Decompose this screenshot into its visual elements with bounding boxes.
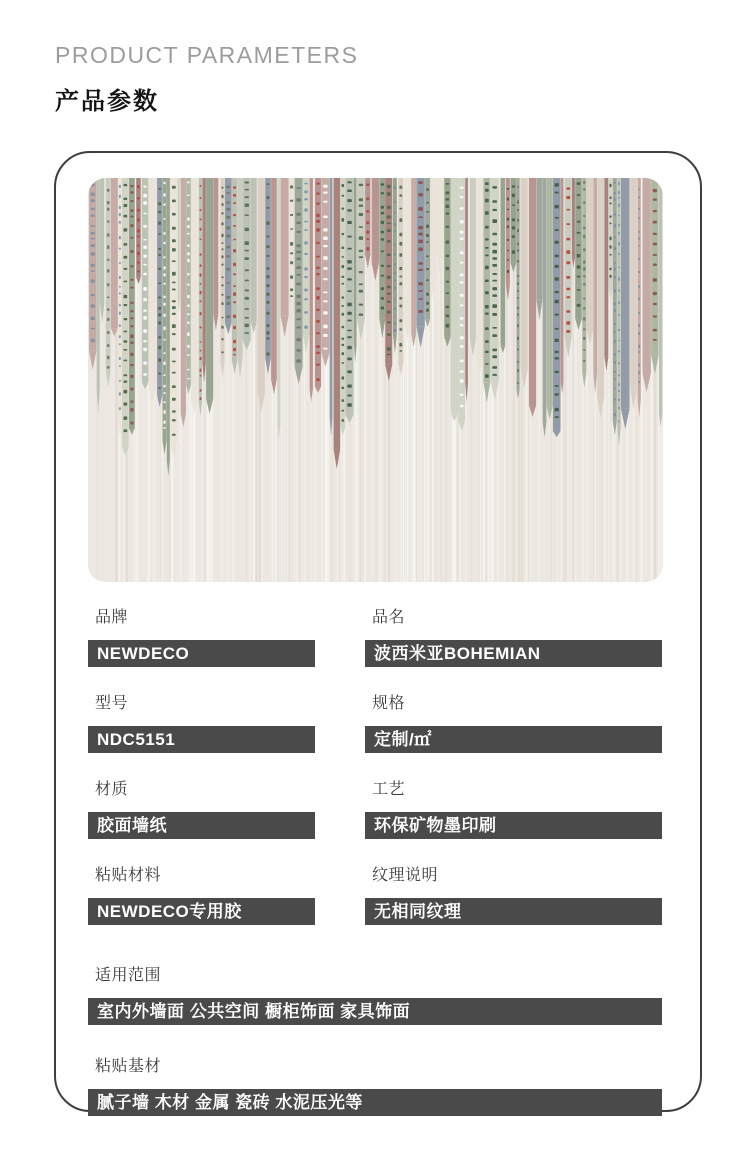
field-craft — [365, 776, 662, 839]
field-scope-label: 适用范围 — [95, 967, 162, 984]
field-substrate-value: 腻子墙 木材 金属 瓷砖 水泥压光等 — [88, 1089, 662, 1116]
parameters-card — [54, 151, 702, 1112]
field-brand-value: NEWDECO — [88, 640, 315, 667]
field-model — [88, 690, 315, 753]
field-model-label: 型号 — [95, 695, 129, 712]
field-craft-value: 环保矿物墨印刷 — [365, 812, 662, 839]
field-texture-value: 无相同纹理 — [365, 898, 662, 925]
field-product-name-label: 品名 — [372, 609, 406, 626]
field-brand — [88, 604, 315, 667]
field-adhesive — [88, 862, 315, 925]
field-model-value: NDC5151 — [88, 726, 315, 753]
field-scope-value: 室内外墙面 公共空间 橱柜饰面 家具饰面 — [88, 998, 662, 1025]
field-spec — [365, 690, 662, 753]
field-texture — [365, 862, 662, 925]
field-product-name — [365, 604, 662, 667]
section-header — [55, 42, 358, 116]
field-spec-label: 规格 — [372, 695, 406, 712]
section-title-zh: 产品参数 — [55, 88, 159, 115]
parameters-fields — [88, 604, 662, 1116]
field-adhesive-label: 粘贴材料 — [95, 867, 162, 884]
field-brand-label: 品牌 — [95, 609, 129, 626]
field-scope — [88, 962, 662, 1025]
section-title-en: PRODUCT PARAMETERS — [55, 42, 359, 68]
field-spec-value: 定制/㎡ — [365, 726, 662, 753]
field-material-label: 材质 — [95, 781, 129, 798]
field-substrate-label: 粘贴基材 — [95, 1058, 162, 1075]
product-image — [88, 178, 663, 582]
field-adhesive-value: NEWDECO专用胶 — [88, 898, 315, 925]
field-craft-label: 工艺 — [372, 781, 406, 798]
field-texture-label: 纹理说明 — [372, 867, 439, 884]
field-material — [88, 776, 315, 839]
field-product-name-value: 波西米亚BOHEMIAN — [365, 640, 662, 667]
field-substrate — [88, 1053, 662, 1116]
field-material-value: 胶面墙纸 — [88, 812, 315, 839]
